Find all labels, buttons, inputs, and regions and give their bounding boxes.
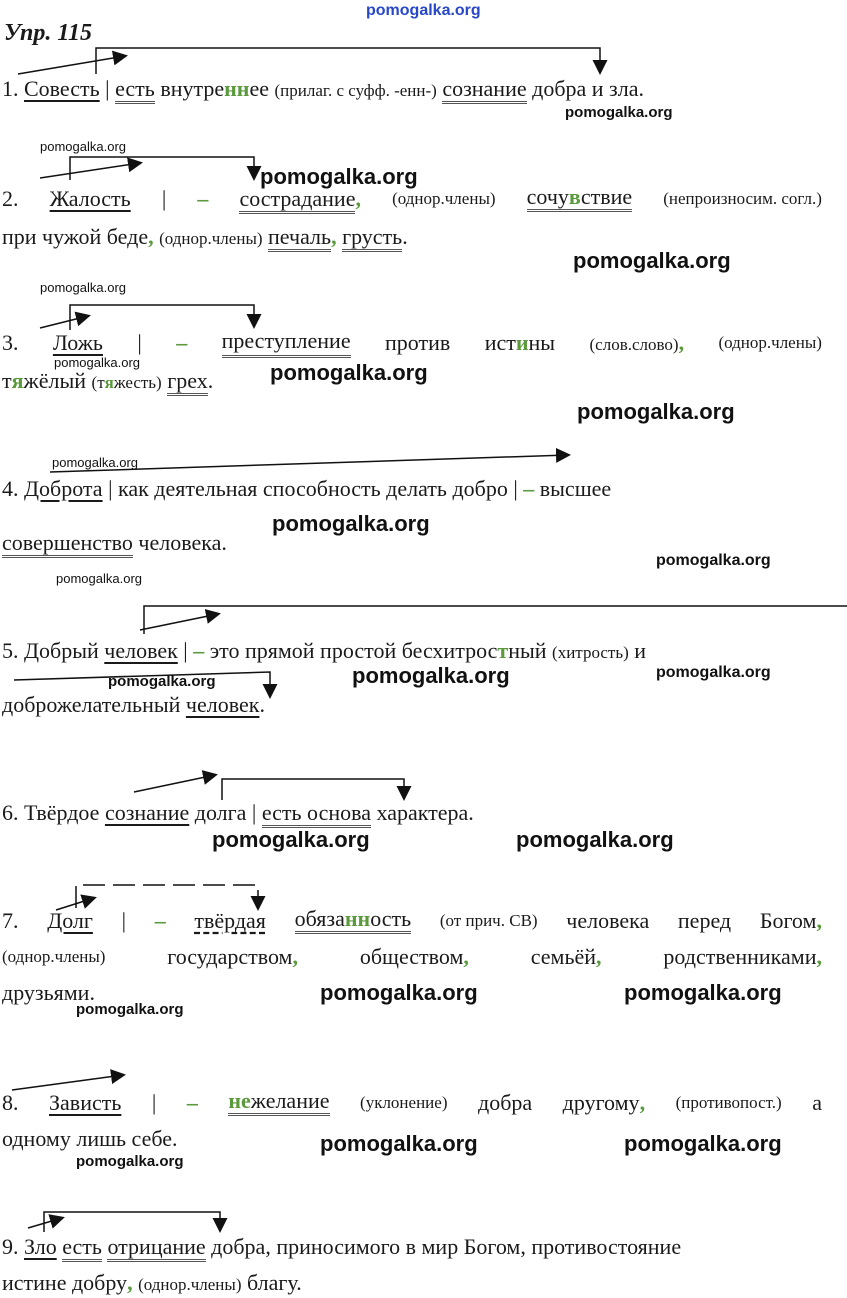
bracket-arrow bbox=[222, 779, 404, 800]
arrow bbox=[28, 1218, 62, 1228]
sentence-7-line-3: друзьями. bbox=[2, 980, 95, 1005]
predicate: есть bbox=[115, 76, 155, 104]
watermark: pomogalka.org bbox=[320, 980, 478, 1005]
watermark: pomogalka.org bbox=[656, 664, 771, 681]
sentence-4-line-2: совершенство человека. bbox=[2, 530, 227, 556]
watermark: pomogalka.org bbox=[108, 673, 216, 690]
watermark: pomogalka.org bbox=[76, 1153, 184, 1170]
watermark: pomogalka.org bbox=[320, 1131, 478, 1156]
sentence-6: 6. Твёрдое сознание долга | есть основа характера. bbox=[2, 800, 474, 826]
watermark: pomogalka.org bbox=[516, 827, 674, 852]
watermark: pomogalka.org bbox=[52, 455, 138, 470]
sentence-5-line-2: доброжелательный человек. bbox=[2, 692, 265, 717]
watermark: pomogalka.org bbox=[352, 663, 510, 688]
predicate: сознание bbox=[442, 76, 526, 104]
bracket-arrow bbox=[96, 48, 600, 74]
watermark: pomogalka.org bbox=[212, 827, 370, 852]
bracket-arrow bbox=[70, 305, 254, 330]
watermark: pomogalka.org bbox=[272, 511, 430, 536]
arrow bbox=[140, 614, 218, 630]
arrow bbox=[12, 1075, 123, 1090]
bracket bbox=[144, 606, 847, 634]
watermark: pomogalka.org bbox=[56, 571, 142, 586]
watermark: pomogalka.org bbox=[40, 139, 126, 154]
sentence-7-line-2: (однор.члены) государством, обществом, семьёй, родственниками, bbox=[2, 944, 822, 969]
sentence-3-line-1: 3. Ложь | – преступление против истины (слов.слово), (однор.члены) bbox=[2, 330, 822, 358]
arrow bbox=[134, 775, 215, 792]
bracket-arrow bbox=[44, 1212, 220, 1232]
watermark: pomogalka.org bbox=[40, 280, 126, 295]
arrow bbox=[40, 316, 88, 328]
watermark: pomogalka.org bbox=[54, 355, 140, 370]
watermark: pomogalka.org bbox=[270, 360, 428, 385]
exercise-title: Упр. 115 bbox=[4, 20, 93, 46]
sentence-2-line-2: при чужой беде, (однор.члены) печаль, грусть. bbox=[2, 224, 408, 252]
arrow bbox=[18, 56, 125, 74]
bracket-arrow bbox=[76, 885, 258, 908]
sentence-9-line-1: 9. Зло есть отрицание добра, приносимого в мир Богом, противостояние bbox=[2, 1234, 681, 1260]
watermark: pomogalka.org bbox=[565, 104, 673, 121]
arrow bbox=[40, 163, 140, 178]
subject: Совесть bbox=[24, 76, 100, 101]
watermark: pomogalka.org bbox=[624, 1131, 782, 1156]
sentence-9-line-2: истине добру, (однор.члены) благу. bbox=[2, 1270, 302, 1295]
sentence-8-line-2: одному лишь себе. bbox=[2, 1126, 178, 1151]
sentence-7-line-1: 7. Долг | – твёрдая обязанность (от прич. СВ) человека перед Богом, bbox=[2, 906, 822, 933]
watermark: pomogalka.org bbox=[624, 980, 782, 1005]
note: (прилаг. с суфф. -енн-) bbox=[274, 81, 437, 100]
watermark: pomogalka.org bbox=[573, 248, 731, 273]
watermark: pomogalka.org bbox=[76, 1001, 184, 1018]
sentence-3-line-2: тяжёлый (тяжесть) грех. bbox=[2, 368, 213, 396]
sentence-1: 1. Совесть | есть внутреннее (прилаг. с суфф. -енн-) сознание добра и зла. bbox=[2, 76, 644, 104]
watermark-top: pomogalka.org bbox=[366, 2, 481, 19]
watermark: pomogalka.org bbox=[656, 552, 771, 569]
bracket-arrow bbox=[70, 157, 254, 180]
sentence-4-line-1: 4. Доброта | как деятельная способность делать добро | – высшее bbox=[2, 476, 612, 501]
sentence-5-line-1: 5. Добрый человек | – это прямой простой бесхитростный (хитрость) и bbox=[2, 638, 647, 663]
watermark: pomogalka.org bbox=[260, 164, 418, 189]
watermark: pomogalka.org bbox=[577, 399, 735, 424]
sentence-2-line-1: 2. Жалость | – сострадание, (однор.члены) сочувствие (непроизносим. согл.) bbox=[2, 186, 822, 212]
sentence-8-line-1: 8. Зависть | – нежелание (уклонение) добра другому, (противопост.) а bbox=[2, 1088, 822, 1115]
